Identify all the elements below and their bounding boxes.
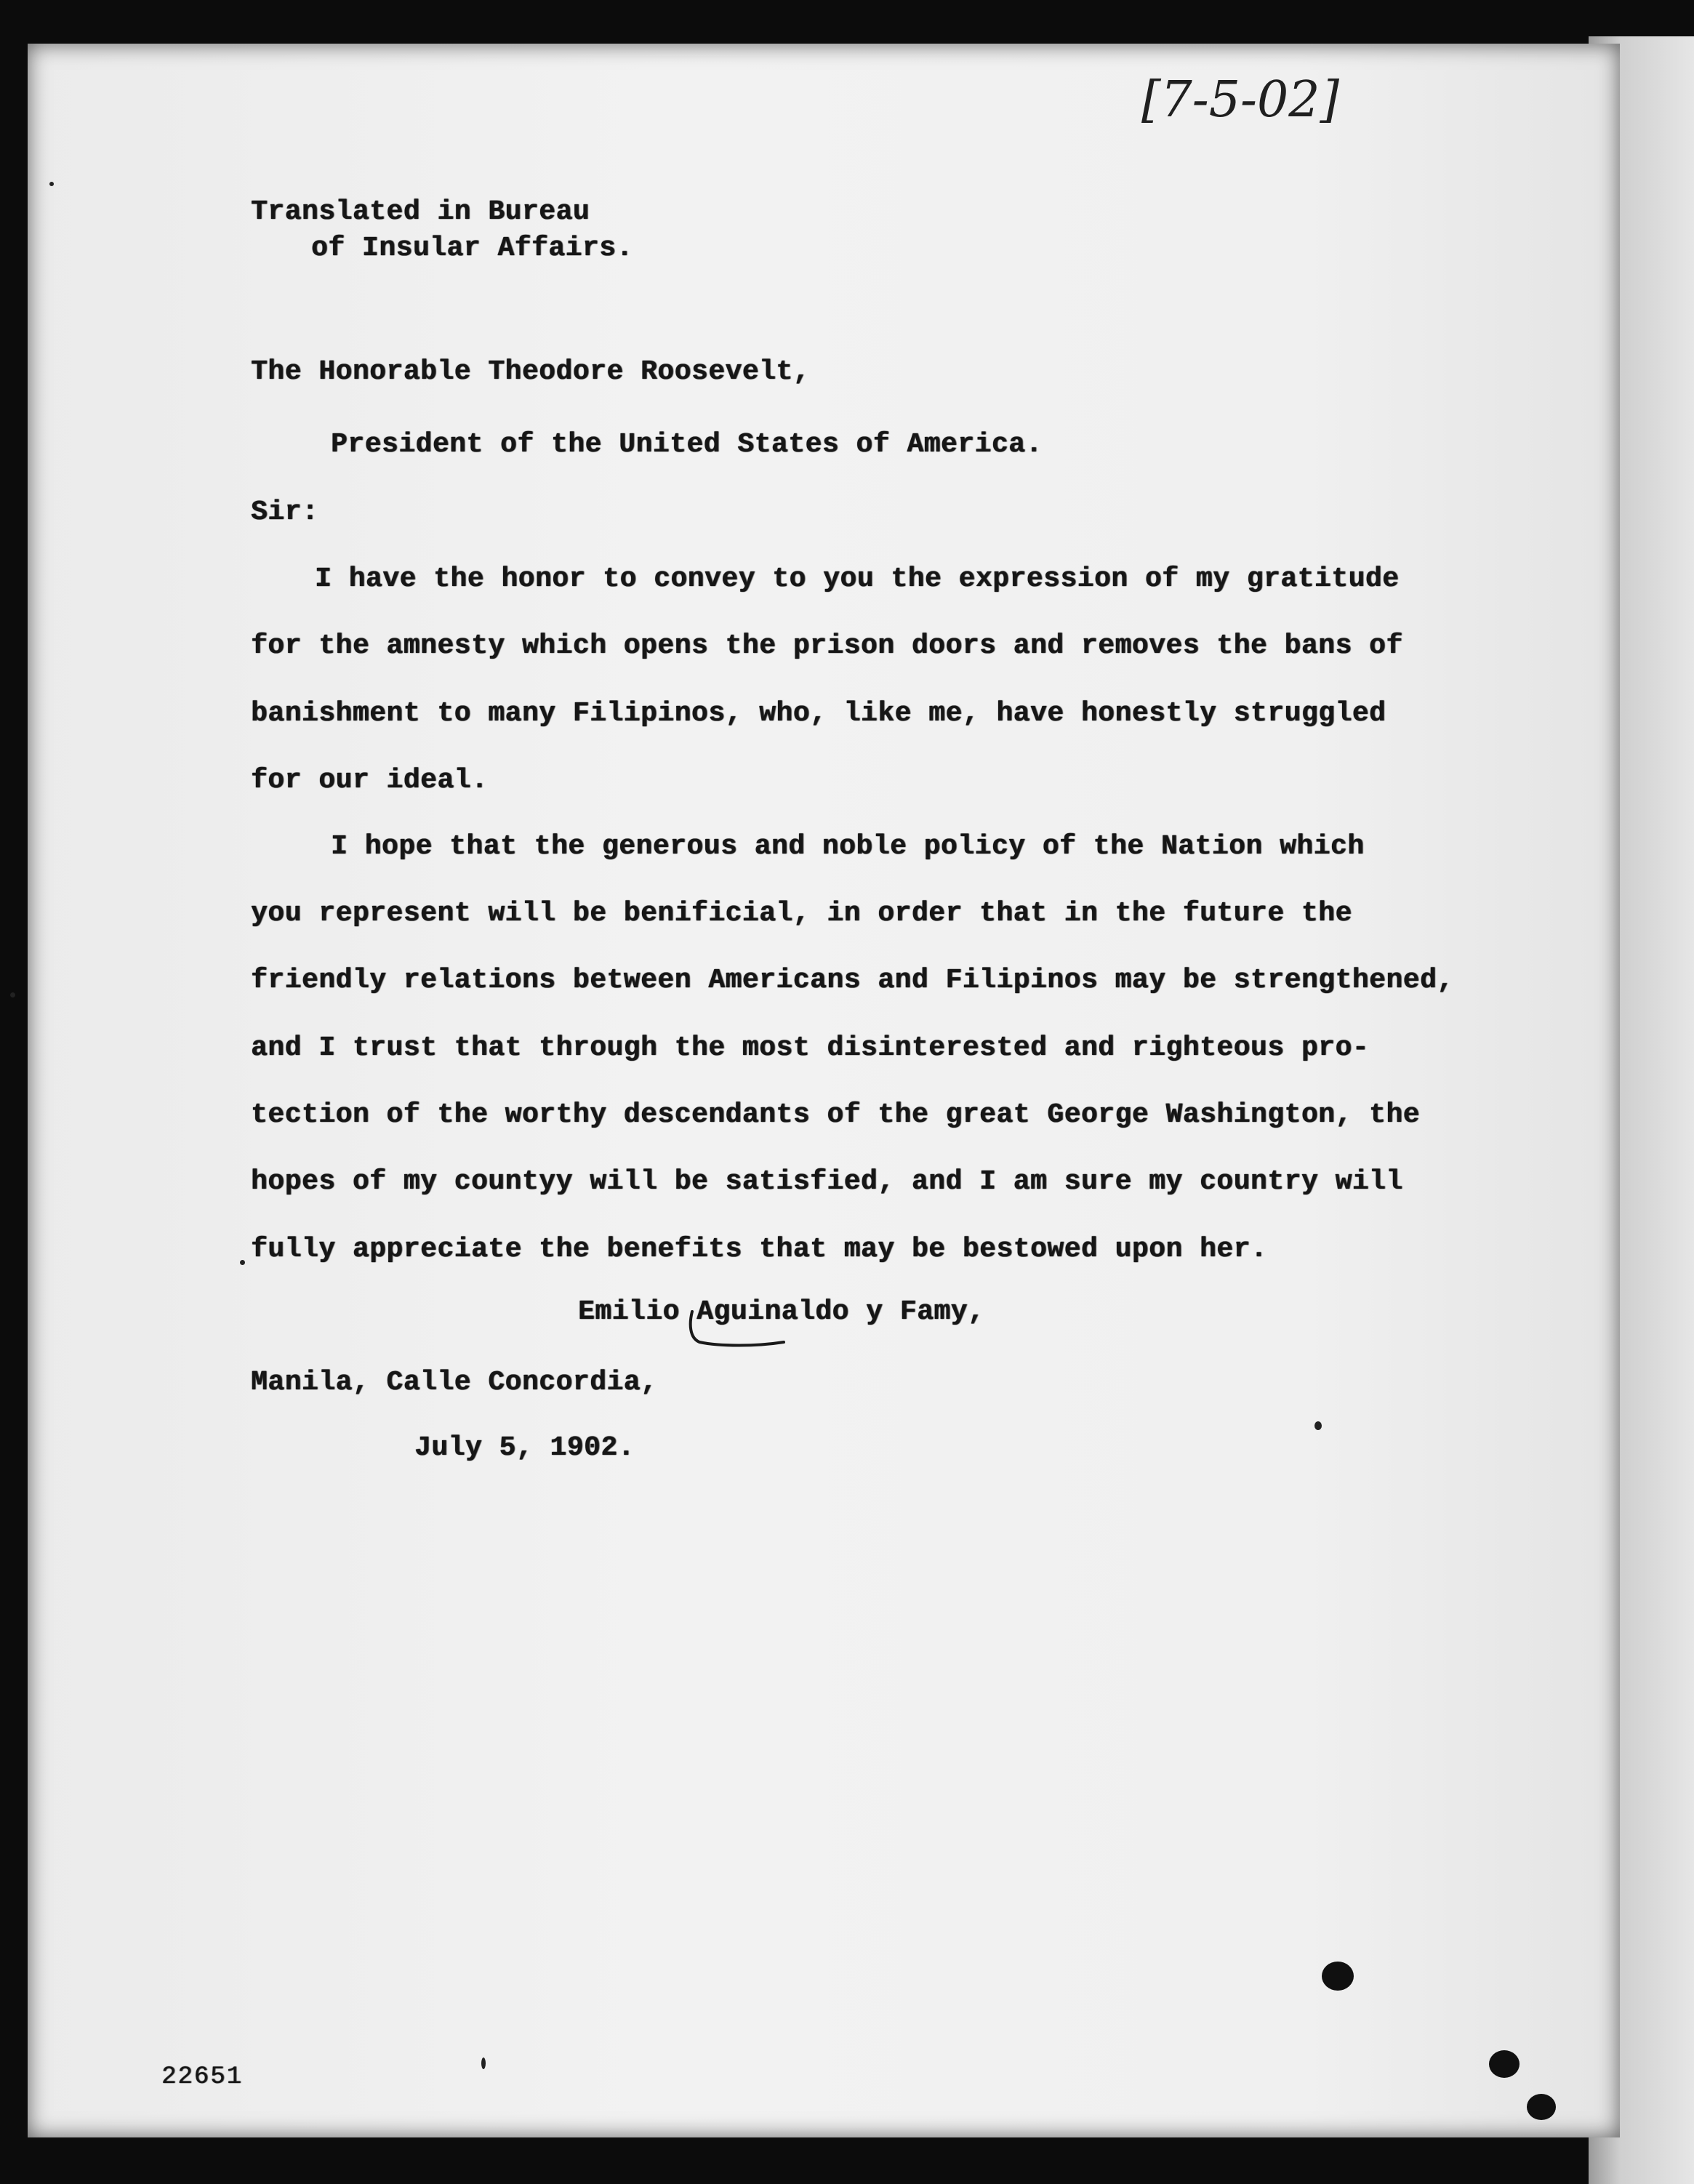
body-line: I have the honor to convey to you the expression of my gratitude [315,563,1400,595]
recipient-name: The Honorable Theodore Roosevelt, [251,356,811,388]
body-line: friendly relations between Americans and Filipinos may be strengthened, [251,965,1454,996]
signature-underline-stroke [683,1309,792,1352]
body-line: for the amnesty which opens the prison doors and removes the bans of [251,630,1403,662]
ink-speck [49,182,54,186]
ink-blot [1322,1962,1354,1991]
body-line: and I trust that through the most disinterested and righteous pro- [251,1032,1370,1064]
body-line: you represent will be benificial, in order that in the future the [251,898,1352,929]
document-number: 22651 [161,2063,244,2091]
ink-blot [1489,2050,1520,2078]
ink-speck [481,2057,486,2069]
body-line: fully appreciate the benefits that may be bestowed upon her. [251,1234,1268,1265]
ink-speck [1314,1421,1322,1430]
handwritten-date-annotation: [7-5-02] [1141,71,1340,129]
salutation: Sir: [251,497,319,528]
ink-blot [1527,2094,1556,2120]
body-line: for our ideal. [251,765,489,796]
translation-note-line-2: of Insular Affairs. [311,233,633,264]
date-line: July 5, 1902. [414,1432,635,1464]
body-line: banishment to many Filipinos, who, like me, have honestly struggled [251,698,1386,729]
ink-speck [240,1260,245,1265]
ink-speck [10,992,15,997]
signature-typed-name: Emilio Aguinaldo y Famy, [578,1296,985,1328]
recipient-title: President of the United States of America. [331,429,1043,460]
body-line: hopes of my countyy will be satisfied, and I am sure my country will [251,1166,1403,1197]
translation-note-line-1: Translated in Bureau [251,196,590,228]
body-line: I hope that the generous and noble policy of the Nation which [331,831,1365,862]
body-line: tection of the worthy descendants of the great George Washington, the [251,1099,1420,1131]
place-line: Manila, Calle Concordia, [251,1367,658,1398]
